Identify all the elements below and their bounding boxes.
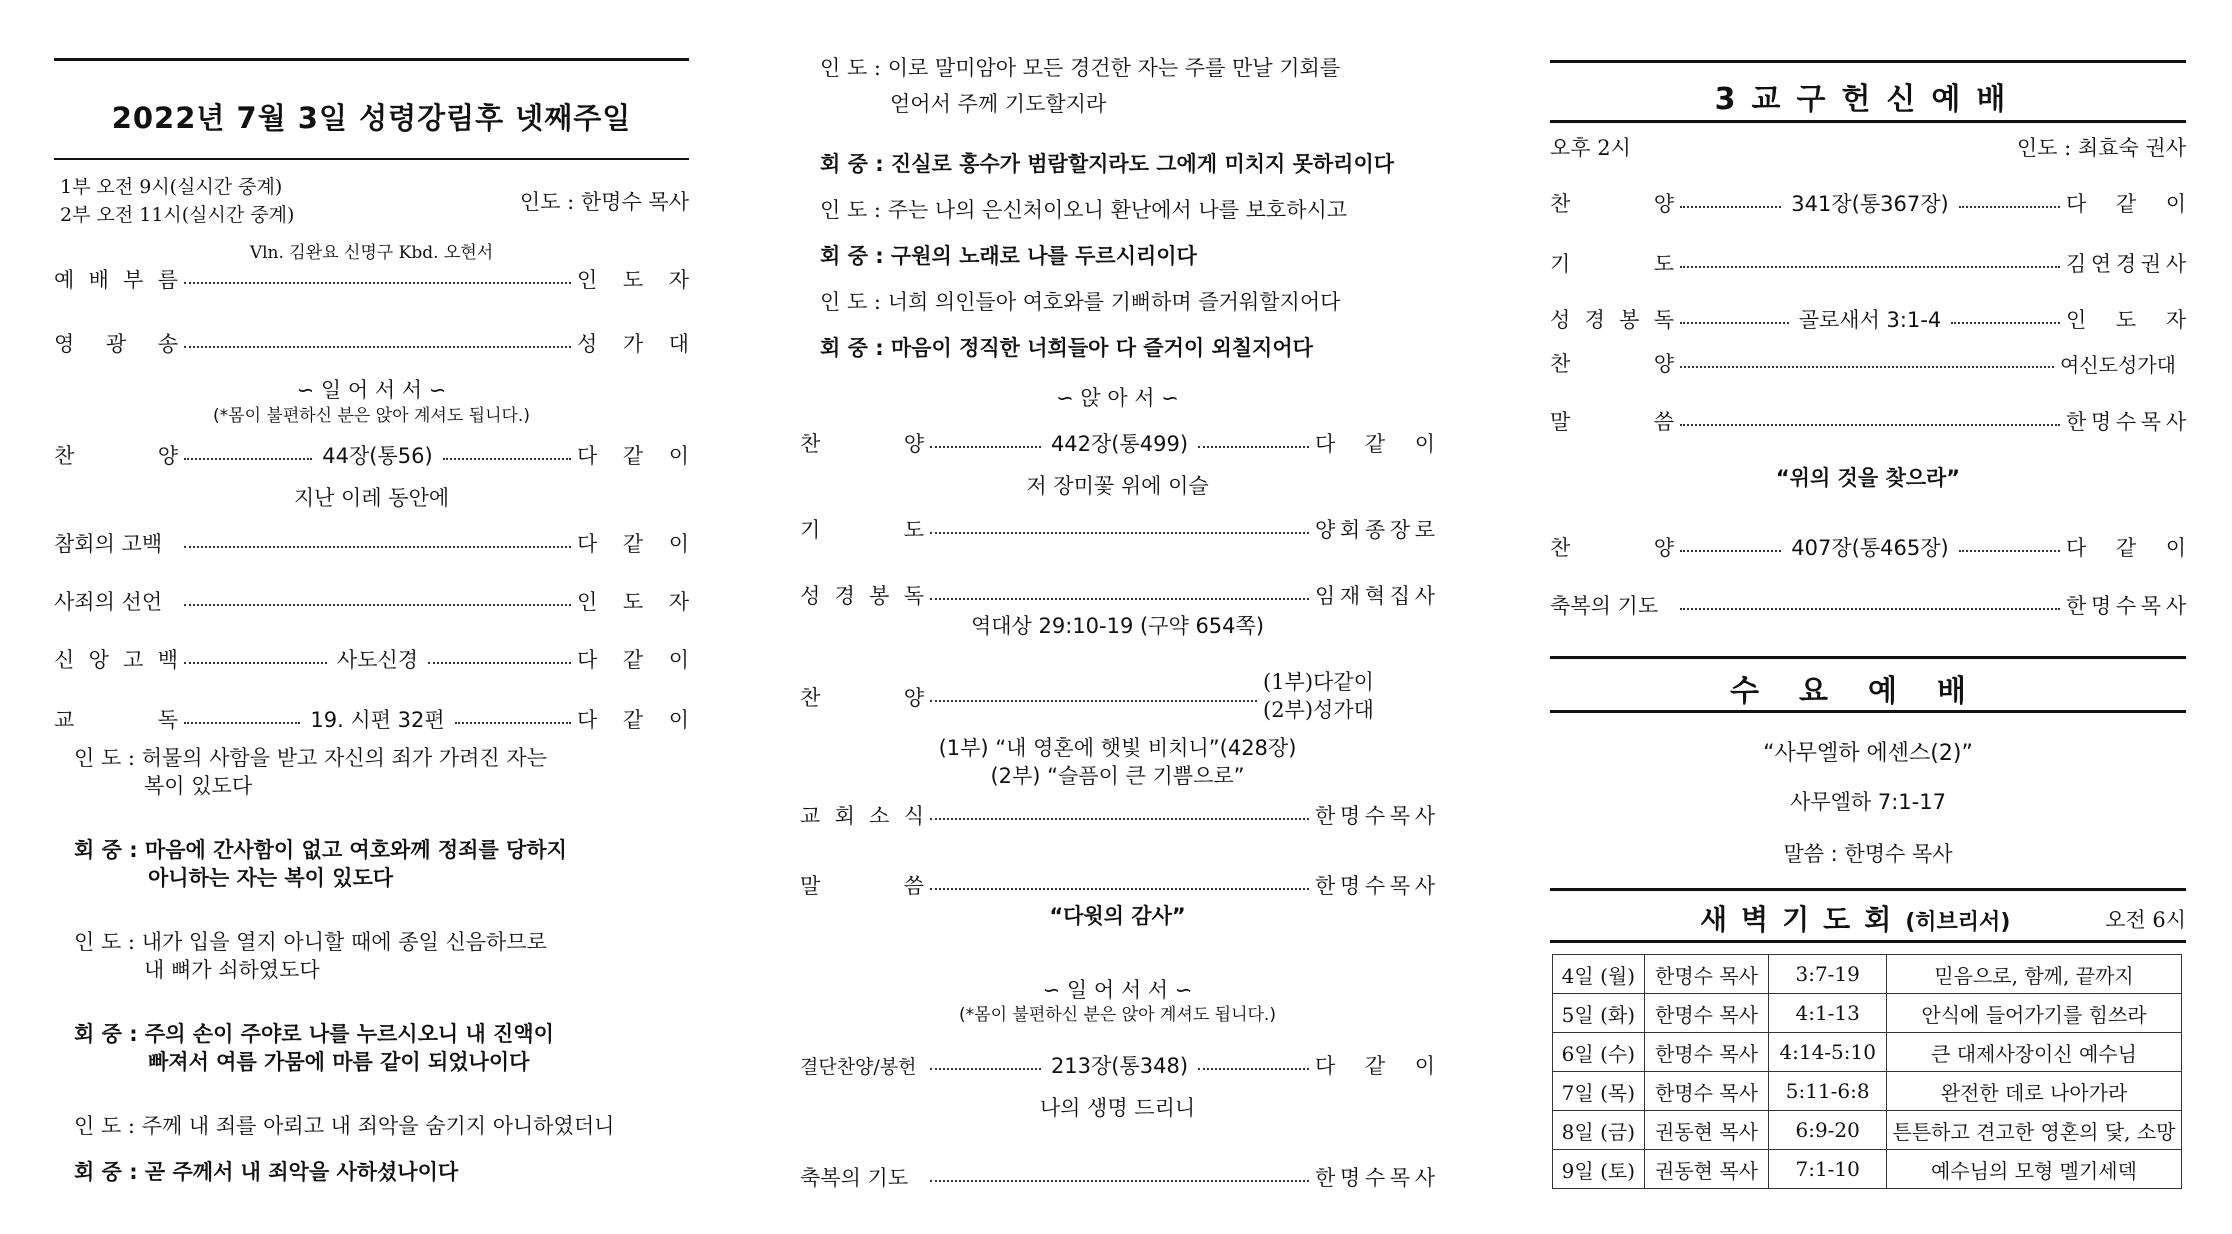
- sec2-bottom-rule: [1550, 710, 2186, 713]
- item-label: 성 경 봉 독: [1550, 308, 1674, 332]
- table-row: [1553, 1072, 2182, 1111]
- leader-dots: [1951, 322, 2060, 324]
- item-right: 다 같 이: [2066, 536, 2186, 560]
- leader-dots: [184, 346, 571, 348]
- reading-line: 아니하는 자는 복이 있도다: [148, 866, 394, 890]
- reading-speaker: 인 도 :: [820, 290, 881, 314]
- item-right: 여신도성가대: [2060, 352, 2176, 377]
- reading-line: 내가 입을 열지 아니할 때에 종일 신음하므로: [141, 930, 547, 954]
- leader-dots: [1959, 206, 2060, 208]
- speaker-cell: 한명수 목사: [1644, 1033, 1769, 1072]
- reading-line: 곧 주께서 내 죄악을 사하셨나이다: [144, 1160, 459, 1184]
- wednesday-scripture: 사무엘하 7:1-17: [1790, 790, 1946, 814]
- verse-cell: 5:11-6:8: [1769, 1072, 1887, 1111]
- item-label: 찬 양: [800, 686, 924, 710]
- item-label: 영 광 송: [54, 332, 178, 356]
- reading-speaker: 회 중 :: [820, 244, 884, 268]
- reading-congregation-2: [74, 1020, 689, 1076]
- leader-dots: [1680, 322, 1789, 324]
- order-item-absolution: [54, 584, 689, 618]
- item-label: 기 도: [800, 518, 924, 542]
- table-row: [1553, 955, 2182, 994]
- choir-performer-1: (1부)다같이: [1263, 670, 1374, 694]
- order-item-responsive-reading: [54, 702, 689, 736]
- item-label: 결단찬양/봉헌: [800, 1055, 917, 1078]
- sermon-title: “다윗의 감사”: [1049, 904, 1186, 928]
- reading-line: 이로 말미암아 모든 경건한 자는 주를 만날 기회를: [887, 56, 1341, 80]
- reading-congregation-4: [820, 150, 1435, 178]
- reading-line: 주의 손이 주야로 나를 누르시오니 내 진액이: [144, 1022, 554, 1046]
- leader-dots: [1680, 608, 2060, 610]
- topic-cell: 큰 대제사장이신 예수님: [1887, 1033, 2182, 1072]
- item-right: 다 같 이: [577, 648, 689, 672]
- left-column: [54, 0, 689, 1234]
- item-mid: 골로새서 3:1-4: [1798, 308, 1942, 332]
- service-time-2: 2부 오전 11시(실시간 중계): [60, 204, 295, 226]
- item-mid: 19. 시편 32편: [310, 708, 445, 732]
- day-cell: 8일 (금): [1553, 1111, 1645, 1150]
- leader-dots: [1198, 446, 1309, 448]
- item-mid: 341장(통367장): [1791, 192, 1949, 216]
- reading-speaker: 인 도 :: [820, 198, 881, 222]
- reading-congregation-5: [820, 242, 1435, 270]
- order-item-creed: [54, 642, 689, 676]
- item-right: 다 같 이: [577, 444, 689, 468]
- dawn-subtitle: (히브리서): [1905, 910, 2011, 935]
- reading-speaker: 인 도 :: [820, 56, 881, 80]
- reading-congregation-6: [820, 334, 1435, 362]
- day-cell: 7일 (목): [1553, 1072, 1645, 1111]
- reading-leader-2: [74, 928, 689, 984]
- item-label: 찬 양: [1550, 536, 1674, 560]
- reading-leader-3: [74, 1112, 689, 1140]
- order-item-hymn-2: [800, 426, 1435, 460]
- order-item-choir: [800, 670, 1435, 722]
- item-label: 말 씀: [1550, 410, 1674, 434]
- sec2-top-rule: [1550, 656, 2186, 659]
- table-row: [1553, 1033, 2182, 1072]
- item-right: 한 명 수 목 사: [1315, 804, 1435, 828]
- order-item-hymn: [54, 438, 689, 472]
- day-cell: 9일 (토): [1553, 1150, 1645, 1189]
- item-label: 신 앙 고 백: [54, 648, 178, 672]
- leader-dots: [930, 532, 1309, 534]
- day-cell: 4일 (월): [1553, 955, 1645, 994]
- section-title-dawn-prayer: [1700, 898, 2010, 938]
- leader-dots: [1680, 266, 2060, 268]
- item-label: 축복의 기도: [1550, 594, 1659, 618]
- leader-dots: [1680, 366, 2054, 368]
- verse-cell: 4:1-13: [1769, 994, 1887, 1033]
- middle-column: [800, 0, 1435, 1234]
- reading-speaker: 회 중 :: [820, 152, 884, 176]
- reading-line: 구원의 노래로 나를 두르시리이다: [890, 244, 1197, 268]
- reading-speaker: 인 도 :: [74, 746, 135, 770]
- item-label: 기 도: [1550, 252, 1674, 276]
- verse-cell: 6:9-20: [1769, 1111, 1887, 1150]
- musicians: Vln. 김완요 신명구 Kbd. 오현서: [249, 243, 494, 263]
- item-right: 인 도 자: [577, 268, 689, 292]
- item-label: 찬 양: [1550, 192, 1674, 216]
- reading-leader-1: [74, 744, 689, 800]
- speaker-cell: 한명수 목사: [1644, 955, 1769, 994]
- speaker-cell: 한명수 목사: [1644, 994, 1769, 1033]
- sec3-top-rule: [1550, 888, 2186, 891]
- table-row: [1553, 1111, 2182, 1150]
- speaker-cell: 권동현 목사: [1644, 1150, 1769, 1189]
- leader-dots: [1680, 206, 1781, 208]
- order-item-confession: [54, 526, 689, 560]
- reading-line: 빠져서 여름 가뭄에 마름 같이 되었나이다: [148, 1050, 530, 1074]
- leader-dots: [184, 458, 312, 460]
- top-rule: [54, 58, 689, 61]
- district-time: 오후 2시: [1550, 136, 1631, 160]
- district-item-sermon: [1550, 404, 2186, 438]
- reading-line: 너희 의인들아 여호와를 기뻐하며 즐거워할지어다: [887, 290, 1341, 314]
- dawn-time: 오전 6시: [2105, 908, 2186, 932]
- topic-cell: 완전한 데로 나아가라: [1887, 1072, 2182, 1111]
- reading-line: 내 뼈가 쇠하였도다: [144, 958, 320, 982]
- speaker-cell: 권동현 목사: [1644, 1111, 1769, 1150]
- leader-dots: [1680, 424, 2060, 426]
- item-right: 다 같 이: [1315, 432, 1435, 456]
- topic-cell: 안식에 들어가기를 힘쓰라: [1887, 994, 2182, 1033]
- section-title-wednesday: 수요예배: [1730, 674, 2006, 709]
- item-label: 찬 양: [800, 432, 924, 456]
- choir-song-1: (1부) “내 영혼에 햇빛 비치니”(428장): [938, 736, 1297, 760]
- reading-line: 마음에 간사함이 없고 여호와께 정죄를 당하지: [144, 838, 567, 862]
- hymn-subtitle: 지난 이레 동안에: [293, 486, 450, 510]
- right-column: [1550, 0, 2186, 1234]
- item-mid: 213장(통348): [1050, 1054, 1189, 1078]
- leader-dots: [1680, 550, 1781, 552]
- service-leader: 인도 : 한명수 목사: [519, 190, 689, 214]
- item-right: 임 재 혁 집 사: [1315, 584, 1435, 608]
- sec1-top-rule: [1550, 60, 2186, 63]
- item-label: 교 회 소 식: [800, 804, 924, 828]
- reading-leader-6: [820, 288, 1435, 316]
- reading-line: 얻어서 주께 기도할지라: [890, 92, 1107, 116]
- item-right: 성 가 대: [577, 332, 689, 356]
- verse-cell: 4:14-5:10: [1769, 1033, 1887, 1072]
- stand-up-note-2: (*몸이 불편하신 분은 앉아 계셔도 됩니다.): [959, 1005, 1276, 1025]
- hymn-subtitle-2: 저 장미꽃 위에 이슬: [1026, 474, 1209, 498]
- leader-dots: [184, 282, 571, 284]
- order-item-announcements: [800, 798, 1435, 832]
- reading-line: 복이 있도다: [144, 774, 253, 798]
- order-item-gloria: [54, 326, 689, 360]
- item-mid: 442장(통499): [1050, 432, 1189, 456]
- verse-cell: 7:1-10: [1769, 1150, 1887, 1189]
- sec1-bottom-rule: [1550, 120, 2186, 123]
- item-label: 찬 양: [54, 444, 178, 468]
- reading-leader-4: [820, 54, 1435, 126]
- leader-dots: [1959, 550, 2060, 552]
- speaker-cell: 한명수 목사: [1644, 1072, 1769, 1111]
- reading-line: 허물의 사함을 받고 자신의 죄가 가려진 자는: [141, 746, 547, 770]
- item-right: 한 명 수 목 사: [1315, 1166, 1435, 1190]
- district-leader: 인도 : 최효숙 권사: [2016, 136, 2186, 160]
- item-label: 축복의 기도: [800, 1166, 909, 1190]
- item-label: 교 독: [54, 708, 178, 732]
- district-item-benediction: [1550, 588, 2186, 622]
- order-item-benediction: [800, 1160, 1435, 1194]
- item-right: 한 명 수 목 사: [2066, 594, 2186, 618]
- day-cell: 6일 (수): [1553, 1033, 1645, 1072]
- reading-speaker: 회 중 :: [820, 336, 884, 360]
- leader-dots: [930, 446, 1041, 448]
- reading-leader-5: [820, 196, 1435, 224]
- verse-cell: 3:7-19: [1769, 955, 1887, 994]
- reading-congregation-1: [74, 836, 689, 892]
- order-item-sermon: [800, 868, 1435, 902]
- item-right: 다 같 이: [1315, 1054, 1435, 1078]
- order-item-call-to-worship: [54, 262, 689, 296]
- reading-line: 주는 나의 은신처이오니 환난에서 나를 보호하시고: [887, 198, 1348, 222]
- order-item-scripture: [800, 578, 1435, 612]
- leader-dots: [930, 888, 1309, 890]
- leader-dots: [184, 546, 571, 548]
- leader-dots: [184, 722, 300, 724]
- reading-speaker: 인 도 :: [74, 1114, 135, 1138]
- topic-cell: 예수님의 모형 멜기세덱: [1887, 1150, 2182, 1189]
- leader-dots: [1198, 1068, 1309, 1070]
- district-item-hymn: [1550, 186, 2186, 220]
- reading-line: 마음이 정직한 너희들아 다 즐거이 외칠지어다: [890, 336, 1313, 360]
- item-mid: 사도신경: [336, 648, 419, 672]
- title-rule: [54, 158, 689, 160]
- order-item-offering: [800, 1048, 1435, 1082]
- leader-dots: [930, 598, 1309, 600]
- page-title: 2022년 7월 3일 성령강림후 넷째주일: [111, 101, 632, 135]
- item-label: 예 배 부 름: [54, 268, 178, 292]
- stand-up-label: ∽ 일 어 서 서 ∽: [296, 378, 447, 402]
- reading-speaker: 회 중 :: [74, 1160, 138, 1184]
- leader-dots: [184, 604, 571, 606]
- reading-line: 주께 내 죄를 아뢰고 내 죄악을 숨기지 아니하였더니: [141, 1114, 615, 1138]
- leader-dots: [443, 458, 571, 460]
- item-right: 한 명 수 목 사: [1315, 874, 1435, 898]
- topic-cell: 믿음으로, 함께, 끝까지: [1887, 955, 2182, 994]
- reading-speaker: 회 중 :: [74, 1022, 138, 1046]
- item-right: 다 같 이: [577, 532, 689, 556]
- item-right: 다 같 이: [2066, 192, 2186, 216]
- leader-dots: [184, 662, 327, 664]
- choir-song-2: (2부) “슬픔이 큰 기쁨으로”: [990, 764, 1245, 788]
- item-right: 양 회 종 장 로: [1315, 518, 1435, 542]
- scripture-reference: 역대상 29:10-19 (구약 654쪽): [970, 614, 1265, 638]
- topic-cell: 튼튼하고 견고한 영혼의 닻, 소망: [1887, 1111, 2182, 1150]
- table-row: [1553, 994, 2182, 1033]
- district-item-prayer: [1550, 246, 2186, 280]
- day-cell: 5일 (화): [1553, 994, 1645, 1033]
- sit-down-label: ∽ 앉 아 서 ∽: [1056, 386, 1179, 410]
- item-right: 한 명 수 목 사: [2066, 410, 2186, 434]
- item-label: 말 씀: [800, 874, 924, 898]
- leader-dots: [930, 1180, 1309, 1182]
- item-right: 인 도 자: [2066, 308, 2186, 332]
- service-time-1: 1부 오전 9시(실시간 중계): [60, 176, 283, 198]
- offering-subtitle: 나의 생명 드리니: [1039, 1096, 1196, 1120]
- item-right: 다 같 이: [577, 708, 689, 732]
- sec3-bottom-rule: [1550, 940, 2186, 943]
- item-right: 김 연 경 권 사: [2066, 252, 2186, 276]
- item-mid: 407장(통465장): [1791, 536, 1949, 560]
- choir-performers: [1263, 668, 1435, 724]
- item-label: 사죄의 선언: [54, 590, 163, 614]
- stand-up-note: (*몸이 불편하신 분은 앉아 계셔도 됩니다.): [213, 406, 530, 426]
- district-item-scripture: [1550, 302, 2186, 336]
- leader-dots: [930, 700, 1257, 702]
- leader-dots: [455, 722, 571, 724]
- section-title-district-worship: 3교구헌신예배: [1714, 82, 2022, 117]
- dawn-title: 새벽기도회: [1700, 903, 1906, 936]
- reading-line: 진실로 홍수가 범람할지라도 그에게 미치지 못하리이다: [890, 152, 1395, 176]
- stand-up-label-2: ∽ 일 어 서 서 ∽: [1042, 978, 1193, 1002]
- choir-performer-2: (2부)성가대: [1263, 698, 1374, 722]
- item-mid: 44장(통56): [322, 444, 433, 468]
- wednesday-title: “사무엘하 에센스(2)”: [1763, 741, 1973, 766]
- district-item-hymn-2: [1550, 530, 2186, 564]
- district-sermon-title: “위의 것을 찾으라”: [1775, 466, 1961, 490]
- reading-congregation-3: [74, 1158, 689, 1186]
- item-label: 찬 양: [1550, 352, 1674, 376]
- item-right: 인 도 자: [577, 590, 689, 614]
- item-label: 성 경 봉 독: [800, 584, 924, 608]
- leader-dots: [428, 662, 571, 664]
- dawn-schedule-table: [1552, 954, 2182, 1189]
- order-item-prayer: [800, 512, 1435, 546]
- wednesday-preacher: 말씀 : 한명수 목사: [1783, 842, 1953, 866]
- leader-dots: [930, 818, 1309, 820]
- reading-speaker: 인 도 :: [74, 930, 135, 954]
- item-label: 참회의 고백: [54, 532, 163, 556]
- district-item-choir: [1550, 346, 2186, 380]
- table-row: [1553, 1150, 2182, 1189]
- leader-dots: [930, 1068, 1041, 1070]
- reading-speaker: 회 중 :: [74, 838, 138, 862]
